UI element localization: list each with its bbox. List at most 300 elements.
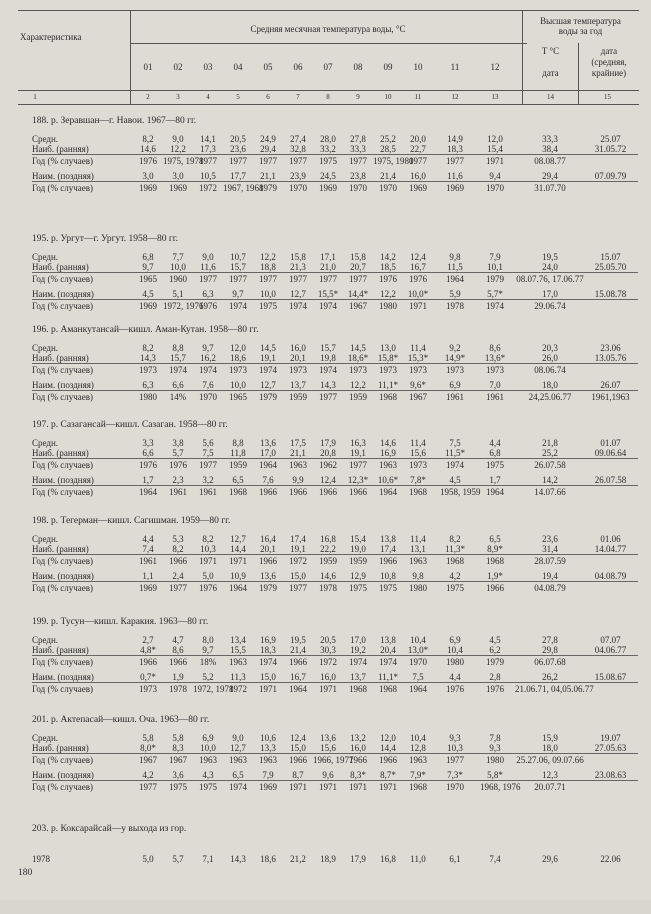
value-cell: 1959 — [349, 556, 367, 566]
value-cell: 10,4 — [447, 645, 463, 655]
value-cell: 19,0 — [350, 544, 366, 554]
value-cell: 6,5 — [489, 534, 501, 544]
value-cell: 12,2 — [380, 289, 396, 299]
value-cell: 1959 — [349, 392, 367, 402]
value-cell: 10,5 — [200, 171, 216, 181]
value-cell: 6,5 — [232, 770, 244, 780]
value-cell: 1969 — [139, 301, 157, 311]
value-cell: 1975, 1980 — [373, 156, 414, 166]
row-label: Наиб. (ранняя) — [32, 448, 89, 458]
value-cell: 12,0 — [487, 134, 503, 144]
value-cell: 1963 — [259, 755, 277, 765]
value-cell: 19,5 — [290, 635, 306, 645]
value-cell: 1968 — [446, 556, 464, 566]
value-cell: 16,0 — [350, 743, 366, 753]
value-cell: 8,3* — [350, 770, 366, 780]
station-title: 198. р. Тегерман—кишл. Сагишман. 1959—80 гг. — [32, 516, 231, 526]
max-temp-cell: 20,3 — [542, 343, 558, 353]
value-cell: 28,0 — [320, 134, 336, 144]
column-number: 4 — [206, 93, 210, 101]
value-cell: 8,6 — [172, 645, 184, 655]
max-date-cell: 15.08.67 — [594, 672, 627, 682]
value-cell: 7,9 — [489, 252, 501, 262]
value-cell: 1966 — [379, 755, 397, 765]
value-cell: 18,9 — [320, 854, 336, 864]
value-cell: 10,0 — [170, 262, 186, 272]
value-cell: 7,4 — [489, 854, 501, 864]
row-label: Год (% случаев) — [32, 657, 93, 667]
max-date-cell: 19.07 — [600, 733, 621, 743]
value-cell: 16,7 — [290, 672, 306, 682]
value-cell: 20,5 — [320, 635, 336, 645]
value-cell: 12,4 — [410, 252, 426, 262]
value-cell: 4,4 — [449, 672, 461, 682]
value-cell: 1963 — [229, 755, 247, 765]
value-cell: 20,7 — [350, 262, 366, 272]
value-cell: 1961 — [486, 392, 504, 402]
row-label: Год (% случаев) — [32, 487, 93, 497]
value-cell: 18,6 — [260, 854, 276, 864]
value-cell: 1963 — [229, 657, 247, 667]
value-cell: 1979 — [259, 392, 277, 402]
month-heading: 03 — [203, 62, 213, 72]
value-cell: 1980 — [486, 755, 504, 765]
max-temp-cell: 20.07.71 — [534, 782, 566, 792]
value-cell: 1976 — [199, 583, 217, 593]
value-cell: 12,7 — [290, 289, 306, 299]
column-number: 12 — [451, 93, 459, 101]
value-cell: 6,6 — [172, 380, 184, 390]
value-cell: 1974 — [259, 657, 277, 667]
value-cell: 9,7 — [142, 262, 154, 272]
value-cell: 1977 — [349, 156, 367, 166]
value-cell: 1973 — [229, 365, 247, 375]
max-date-cell: 27.05.63 — [594, 743, 627, 753]
value-cell: 1963 — [409, 556, 427, 566]
value-cell: 8,2 — [172, 544, 184, 554]
value-cell: 9,3 — [489, 743, 501, 753]
max-temp-cell: 24,0 — [542, 262, 558, 272]
value-cell: 3,3 — [142, 438, 154, 448]
row-rule — [32, 272, 638, 273]
row-label: Наим. (поздняя) — [32, 380, 94, 390]
value-cell: 1968 — [349, 684, 367, 694]
station-section — [18, 420, 638, 510]
value-cell: 14% — [169, 392, 187, 402]
row-rule — [32, 299, 638, 300]
value-cell: 1977 — [229, 156, 247, 166]
max-temp-cell: 18,0 — [542, 743, 558, 753]
max-date-cell: 26.07 — [600, 380, 621, 390]
value-cell: 9,0 — [232, 733, 244, 743]
max-temp-cell: 24,25.06.77 — [528, 392, 572, 402]
value-cell: 27,4 — [290, 134, 306, 144]
value-cell: 17,4 — [380, 544, 396, 554]
value-cell: 3,0 — [142, 171, 154, 181]
month-heading: 08 — [353, 62, 363, 72]
value-cell: 6,9 — [449, 380, 461, 390]
value-cell: 1967 — [169, 755, 187, 765]
value-cell: 1969 — [409, 183, 427, 193]
value-cell: 7,9* — [410, 770, 426, 780]
date-heading: дата — [542, 68, 559, 78]
value-cell: 1969 — [169, 183, 187, 193]
value-cell: 20,1 — [260, 544, 276, 554]
value-cell: 17,0 — [350, 635, 366, 645]
value-cell: 18,8 — [260, 262, 276, 272]
value-cell: 7,3* — [447, 770, 463, 780]
row-label: Средн. — [32, 343, 59, 353]
header-mid-rule — [18, 90, 639, 91]
value-cell: 1974 — [289, 301, 307, 311]
month-heading: 07 — [323, 62, 333, 72]
column-number: 13 — [491, 93, 499, 101]
value-cell: 1975 — [259, 301, 277, 311]
value-cell: 14,5 — [350, 343, 366, 353]
value-cell: 1979 — [486, 274, 504, 284]
value-cell: 15,0 — [260, 672, 276, 682]
value-cell: 10,3 — [447, 743, 463, 753]
value-cell: 1972 — [229, 684, 247, 694]
value-cell: 1974 — [169, 365, 187, 375]
max-date-cell: 13.05.76 — [594, 353, 627, 363]
value-cell: 1964 — [139, 487, 157, 497]
value-cell: 13,2 — [350, 733, 366, 743]
value-cell: 21,1 — [260, 171, 276, 181]
row-label: Год (% случаев) — [32, 782, 93, 792]
value-cell: 1980 — [379, 301, 397, 311]
max-temp-cell: 08.06.74 — [534, 365, 566, 375]
max-temp-cell: 04.08.79 — [534, 583, 566, 593]
value-cell: 15,4 — [350, 534, 366, 544]
value-cell: 1970 — [379, 183, 397, 193]
value-cell: 5,1 — [172, 289, 184, 299]
value-cell: 1977 — [349, 274, 367, 284]
value-cell: 6,6 — [142, 448, 154, 458]
value-cell: 0,7* — [140, 672, 156, 682]
value-cell: 1975 — [486, 460, 504, 470]
value-cell: 1975 — [169, 782, 187, 792]
value-cell: 15,0 — [290, 743, 306, 753]
value-cell: 1978 — [169, 684, 187, 694]
value-cell: 6,8 — [489, 448, 501, 458]
date-avg-heading: дата — [600, 46, 618, 56]
max-temp-cell: 08.07.76, 17.06.77 — [516, 274, 584, 284]
value-cell: 3,2 — [202, 475, 214, 485]
value-cell: 1970 — [486, 183, 504, 193]
value-cell: 1966 — [289, 487, 307, 497]
value-cell: 1980 — [409, 583, 427, 593]
value-cell: 11,5* — [445, 448, 465, 458]
row-label: Средн. — [32, 733, 59, 743]
value-cell: 1966 — [349, 755, 367, 765]
value-cell: 1974 — [319, 301, 337, 311]
max-date-cell: 01.07 — [600, 438, 621, 448]
value-cell: 11,4 — [410, 534, 426, 544]
row-label: Наим. (поздняя) — [32, 672, 94, 682]
month-heading: 09 — [383, 62, 393, 72]
value-cell: 15,8 — [350, 252, 366, 262]
column-number: 3 — [176, 93, 180, 101]
max-temp-cell: 18,0 — [542, 380, 558, 390]
value-cell: 1976 — [139, 156, 157, 166]
value-cell: 1976 — [379, 274, 397, 284]
value-cell: 21,1 — [290, 448, 306, 458]
value-cell: 1968 — [229, 487, 247, 497]
value-cell: 12,3* — [347, 475, 369, 485]
value-cell: 1972, 1978 — [193, 684, 234, 694]
value-cell: 13,0 — [380, 343, 396, 353]
column-number: 6 — [266, 93, 270, 101]
row-label: Наим. (поздняя) — [32, 475, 94, 485]
tc-heading: T °C — [541, 46, 560, 56]
max-date-cell: 1961,1963 — [591, 392, 630, 402]
month-heading: 12 — [490, 62, 500, 72]
value-cell: 6,1 — [449, 854, 461, 864]
value-cell: 4,5 — [142, 289, 154, 299]
month-heading: 10 — [413, 62, 423, 72]
value-cell: 1966 — [349, 487, 367, 497]
max-date-cell: 04.06.77 — [594, 645, 627, 655]
value-cell: 1976 — [486, 684, 504, 694]
value-cell: 5,0 — [142, 854, 154, 864]
value-cell: 1977 — [289, 274, 307, 284]
value-cell: 1975 — [379, 583, 397, 593]
value-cell: 8,7 — [292, 770, 304, 780]
value-cell: 21,2 — [290, 854, 306, 864]
value-cell: 1963 — [199, 755, 217, 765]
value-cell: 1973 — [486, 365, 504, 375]
value-cell: 33,3 — [350, 144, 366, 154]
monthly-temp-heading: Средняя месячная температура воды, °С — [250, 24, 406, 34]
value-cell: 14,5 — [260, 343, 276, 353]
page-number: 180 — [18, 868, 33, 878]
value-cell: 6,8 — [142, 252, 154, 262]
row-rule — [32, 485, 638, 486]
value-cell: 5,9 — [449, 289, 461, 299]
value-cell: 1978 — [319, 583, 337, 593]
value-cell: 4,4 — [142, 534, 154, 544]
value-cell: 9,6 — [322, 770, 334, 780]
value-cell: 1975 — [319, 156, 337, 166]
header-divider — [130, 10, 131, 104]
value-cell: 13,1 — [410, 544, 426, 554]
value-cell: 7,0 — [489, 380, 501, 390]
value-cell: 4,5 — [449, 475, 461, 485]
value-cell: 16,9 — [260, 635, 276, 645]
value-cell: 1974 — [229, 301, 247, 311]
row-label: Наим. (поздняя) — [32, 171, 94, 181]
value-cell: 12,7 — [230, 743, 246, 753]
value-cell: 1971 — [349, 782, 367, 792]
value-cell: 12,8 — [410, 743, 426, 753]
value-cell: 18% — [199, 657, 217, 667]
station-title: 196. р. Аманкутансай—кишл. Аман-Кутан. 1958—80 гг. — [32, 325, 259, 335]
value-cell: 1960 — [169, 274, 187, 284]
value-cell: 15,7 — [230, 262, 246, 272]
row-label: Средн. — [32, 252, 59, 262]
value-cell: 4,8* — [140, 645, 156, 655]
value-cell: 8,2 — [142, 343, 154, 353]
value-cell: 1971 — [409, 301, 427, 311]
value-cell: 7,5 — [412, 672, 424, 682]
value-cell: 1969 — [446, 183, 464, 193]
value-cell: 9,7 — [232, 289, 244, 299]
row-label: Наиб. (ранняя) — [32, 262, 89, 272]
row-label: Наиб. (ранняя) — [32, 743, 89, 753]
value-cell: 18,3 — [447, 144, 463, 154]
max-temp-cell: 26.07.58 — [534, 460, 566, 470]
value-cell: 11,4 — [410, 438, 426, 448]
value-cell: 1961 — [199, 487, 217, 497]
value-cell: 16,0 — [320, 672, 336, 682]
row-label: Год (% случаев) — [32, 183, 93, 193]
value-cell: 12,7 — [260, 380, 276, 390]
value-cell: 1968, 1976 — [480, 782, 521, 792]
station-section — [18, 516, 638, 606]
value-cell: 1958, 1959 — [440, 487, 481, 497]
value-cell: 8,0 — [202, 635, 214, 645]
value-cell: 15,5* — [317, 289, 339, 299]
value-cell: 12,0 — [230, 343, 246, 353]
value-cell: 1969 — [139, 183, 157, 193]
value-cell: 1970 — [409, 657, 427, 667]
value-cell: 1973 — [409, 365, 427, 375]
row-rule — [32, 154, 638, 155]
value-cell: 10,7 — [230, 252, 246, 262]
value-cell: 1968 — [409, 487, 427, 497]
value-cell: 12,4 — [290, 733, 306, 743]
row-rule — [32, 181, 638, 182]
value-cell: 1963 — [289, 460, 307, 470]
row-label: Год (% случаев) — [32, 755, 93, 765]
value-cell: 1966 — [379, 556, 397, 566]
month-heading: 02 — [173, 62, 183, 72]
value-cell: 12,2 — [260, 252, 276, 262]
value-cell: 8,6 — [489, 343, 501, 353]
value-cell: 15,6 — [410, 448, 426, 458]
max-temp-cell: 21,8 — [542, 438, 558, 448]
value-cell: 20,1 — [290, 353, 306, 363]
value-cell: 1971 — [259, 684, 277, 694]
value-cell: 8,2 — [202, 534, 214, 544]
value-cell: 5,7 — [172, 854, 184, 864]
value-cell: 13,6 — [260, 571, 276, 581]
value-cell: 1979 — [259, 183, 277, 193]
value-cell: 11,1* — [378, 380, 398, 390]
value-cell: 1967 — [139, 755, 157, 765]
value-cell: 9,6* — [410, 380, 426, 390]
value-cell: 21,4 — [380, 171, 396, 181]
value-cell: 7,9 — [262, 770, 274, 780]
value-cell: 18,6* — [347, 353, 369, 363]
column-number: 9 — [356, 93, 360, 101]
station-title: 197. р. Сазагансай—кишл. Сазаган. 1958—80 гг. — [32, 420, 228, 430]
value-cell: 1974 — [199, 365, 217, 375]
value-cell: 11,6 — [200, 262, 216, 272]
value-cell: 7,6 — [202, 380, 214, 390]
value-cell: 1973 — [289, 365, 307, 375]
row-label: Год (% случаев) — [32, 556, 93, 566]
value-cell: 17,0 — [260, 448, 276, 458]
value-cell: 1967 — [409, 392, 427, 402]
value-cell: 7,8* — [410, 475, 426, 485]
value-cell: 10,9 — [230, 571, 246, 581]
value-cell: 1964 — [229, 583, 247, 593]
value-cell: 18,6 — [230, 353, 246, 363]
month-heading: 05 — [263, 62, 273, 72]
row-label: Год (% случаев) — [32, 460, 93, 470]
row-rule — [32, 458, 638, 459]
value-cell: 1,7 — [489, 475, 501, 485]
max-temp-cell: 26,0 — [542, 353, 558, 363]
value-cell: 1971 — [229, 556, 247, 566]
value-cell: 13,6 — [260, 438, 276, 448]
value-cell: 19,1 — [350, 448, 366, 458]
value-cell: 10,0 — [200, 743, 216, 753]
row-label: 1978 — [32, 854, 50, 864]
value-cell: 1973 — [139, 684, 157, 694]
value-cell: 1978 — [446, 301, 464, 311]
value-cell: 25,2 — [380, 134, 396, 144]
row-label: Средн. — [32, 438, 59, 448]
value-cell: 9,3 — [449, 733, 461, 743]
max-temp-cell: 23,6 — [542, 534, 558, 544]
column-number: 15 — [604, 93, 611, 101]
value-cell: 14,3 — [320, 380, 336, 390]
value-cell: 12,2 — [170, 144, 186, 154]
value-cell: 1975 — [199, 782, 217, 792]
max-date-cell: 31.05.72 — [594, 144, 627, 154]
max-date-cell: 14.04.77 — [594, 544, 627, 554]
row-rule — [32, 753, 638, 754]
max-temp-cell: 15,9 — [542, 733, 558, 743]
value-cell: 16,8 — [380, 854, 396, 864]
value-cell: 1977 — [289, 156, 307, 166]
value-cell: 1974 — [349, 657, 367, 667]
max-date-cell: 23.06 — [600, 343, 621, 353]
value-cell: 1976 — [446, 684, 464, 694]
value-cell: 14,2 — [380, 252, 396, 262]
value-cell: 1977 — [199, 274, 217, 284]
value-cell: 1965 — [229, 392, 247, 402]
value-cell: 20,0 — [410, 134, 426, 144]
value-cell: 1971 — [486, 156, 504, 166]
value-cell: 1972, 1976 — [163, 301, 204, 311]
value-cell: 12,7 — [230, 534, 246, 544]
value-cell: 1969 — [259, 782, 277, 792]
value-cell: 1967 — [349, 301, 367, 311]
value-cell: 22,2 — [320, 544, 336, 554]
value-cell: 1969 — [139, 583, 157, 593]
value-cell: 7,4 — [142, 544, 154, 554]
value-cell: 9,7 — [202, 343, 214, 353]
value-cell: 16,7 — [410, 262, 426, 272]
value-cell: 18,5 — [380, 262, 396, 272]
value-cell: 9,8 — [412, 571, 424, 581]
value-cell: 1977 — [259, 274, 277, 284]
max-date-cell: 09.06.64 — [594, 448, 627, 458]
value-cell: 7,8 — [489, 733, 501, 743]
value-cell: 28,5 — [380, 144, 396, 154]
value-cell: 1972 — [289, 556, 307, 566]
value-cell: 11,5 — [447, 262, 463, 272]
value-cell: 1976 — [409, 274, 427, 284]
max-temp-cell: 14,2 — [542, 475, 558, 485]
station-section — [18, 824, 638, 914]
value-cell: 1,9* — [487, 571, 503, 581]
value-cell: 4,3 — [202, 770, 214, 780]
